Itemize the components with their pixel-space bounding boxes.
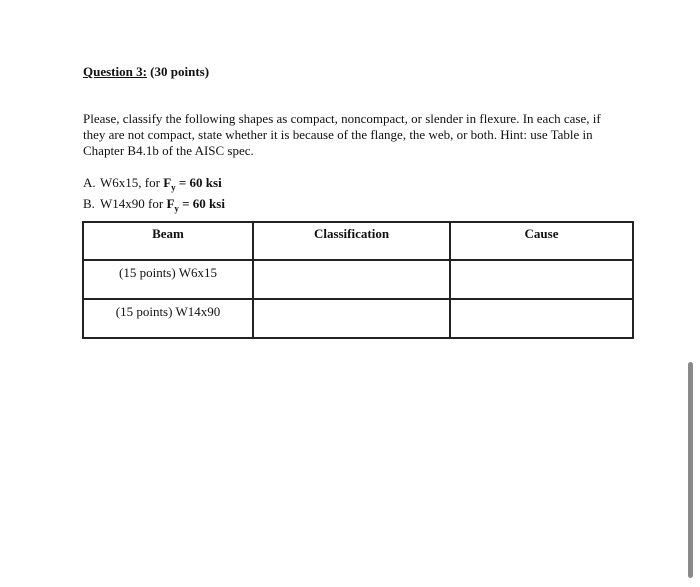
cause-cell [450,299,633,338]
question-points: (30 points) [150,64,210,79]
cause-cell [450,260,633,299]
shape-item-b [83,196,225,217]
item-text: W14x90 for [100,195,167,211]
header-beam: Beam [83,222,253,260]
classification-cell [253,260,450,299]
item-letter: B. [83,195,95,211]
table-header-row [83,222,633,260]
yield-strength: $F_y = 60$ ksi [163,175,222,193]
yield-strength: $F_y = 60$ ksi [166,195,225,214]
classification-table [82,221,634,339]
question-heading [83,64,209,80]
header-classification: Classification [253,222,450,260]
item-letter: A. [83,175,96,190]
table-row [83,299,633,338]
instructions-paragraph: Please, classify the following shapes as compact, noncompact, or slender in flexure. In each case, if they are not compact, state whether it is because of the flange, the web, or both. Hint: use Table in Chapter B4.1b of the AISC spec. [83,111,601,158]
shape-item-a [83,175,225,196]
item-text: W6x15, for [100,175,164,190]
question-label: Question 3: [83,64,147,79]
classification-cell [253,299,450,338]
table-row [83,260,633,299]
header-cause: Cause [450,222,633,260]
vertical-scrollbar[interactable] [688,362,693,578]
beam-cell: (15 points) W14x90 [83,299,253,338]
shape-list [83,175,225,216]
beam-cell: (15 points) W6x15 [83,260,253,299]
